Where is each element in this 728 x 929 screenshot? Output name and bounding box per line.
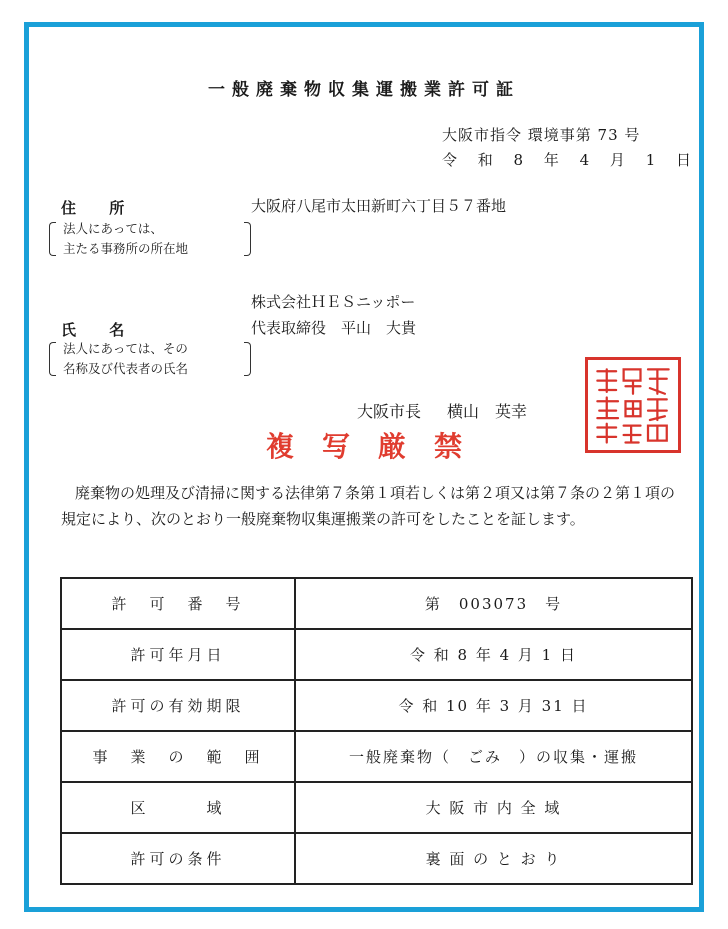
certificate-frame [24, 22, 704, 912]
issuer-name: 横山 英幸 [447, 402, 528, 421]
table-row-value: 大 阪 市 内 全 域 [295, 782, 692, 833]
table-row-key: 許可年月日 [61, 629, 295, 680]
address-value: 大阪府八尾市太田新町六丁目５７番地 [251, 197, 507, 215]
table-row-value: 一般廃棄物（ ごみ ）の収集・運搬 [295, 731, 692, 782]
table-row [61, 578, 692, 629]
address-note [47, 219, 253, 259]
issue-date: 令 和 8 年 4 月 1 日 [442, 151, 700, 169]
table-row-key: 許 可 番 号 [61, 578, 295, 629]
name-note-line1: 法人にあっては、その [63, 341, 188, 356]
representative-name: 代表取締役 平山 大貴 [251, 319, 417, 337]
name-label: 氏 名 [61, 321, 139, 339]
document-title: 一般廃棄物収集運搬業許可証 [208, 80, 520, 100]
table-row-value: 令 和 8 年 4 月 1 日 [295, 629, 692, 680]
table-row-value: 裏 面 の と お り [295, 833, 692, 884]
certification-text: 廃棄物の処理及び清掃に関する法律第７条第１項若しくは第２項又は第７条の２第１項の規定により、次のとおり一般廃棄物収集運搬業の許可をしたことを証します。 [61, 484, 676, 528]
table-row-key: 事 業 の 範 囲 [61, 731, 295, 782]
table-row-value: 令 和 10 年 3 月 31 日 [295, 680, 692, 731]
issuer-title: 大阪市長 [357, 402, 422, 421]
name-note [47, 339, 253, 379]
table-row-key: 許可の有効期限 [61, 680, 295, 731]
name-note-line2: 名称及び代表者の氏名 [63, 361, 189, 376]
table-row [61, 629, 692, 680]
company-name: 株式会社ＨＥＳニッポー [251, 293, 416, 311]
address-note-line1: 法人にあっては、 [63, 221, 163, 236]
table-row-value: 第 003073 号 [295, 578, 692, 629]
table-row [61, 680, 692, 731]
copy-forbidden-notice: 複写厳禁 [265, 430, 490, 463]
permit-details-table [60, 577, 693, 885]
table-row [61, 782, 692, 833]
table-row [61, 833, 692, 884]
table-row [61, 731, 692, 782]
address-label: 住 所 [61, 199, 139, 217]
table-row-key: 許可の条件 [61, 833, 295, 884]
issuer [357, 399, 527, 422]
table-row-key: 区 域 [61, 782, 295, 833]
reference-number: 大阪市指令 環境事第 73 号 [442, 126, 641, 144]
address-note-line2: 主たる事務所の所在地 [63, 241, 189, 256]
